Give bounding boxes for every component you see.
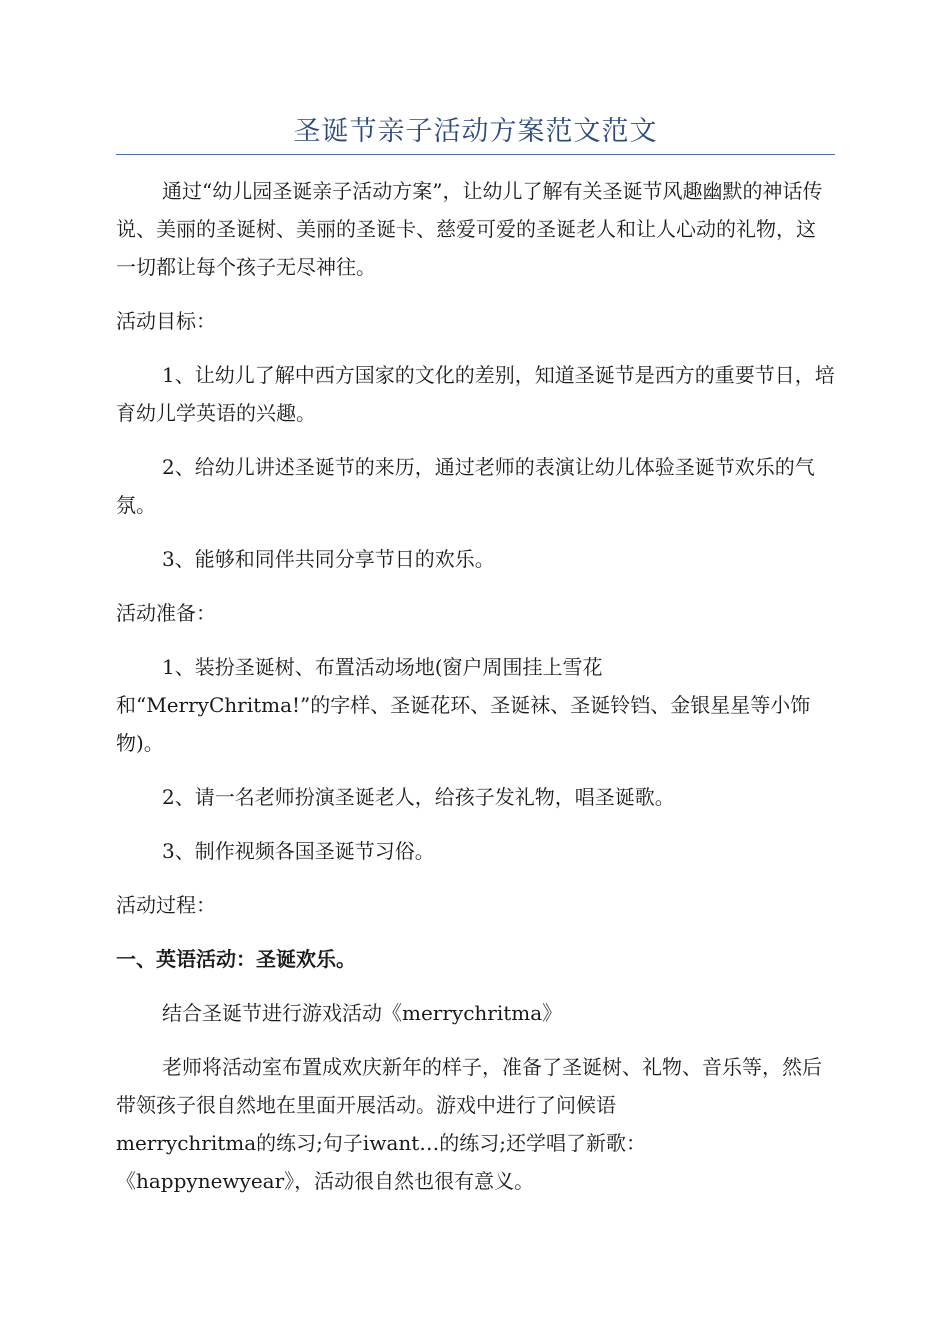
goal-item-3: 3、能够和同伴共同分享节日的欢乐。: [162, 547, 495, 571]
section-1-paragraph: [116, 1048, 835, 1200]
section-1-heading: 一、英语活动：圣诞欢乐。: [116, 947, 356, 971]
goal-item-2: 2、给幼儿讲述圣诞节的来历，通过老师的表演让幼儿体验圣诞节欢乐的气氛。: [116, 455, 815, 517]
prep-item-1-line-1: 1、装扮圣诞树、布置活动场地(窗户周围挂上雪花: [162, 655, 603, 679]
section-1-paragraph-line-1: 老师将活动室布置成欢庆新年的样子，准备了圣诞树、礼物、音乐等，然后带领孩子很自然地在里面开展活动。游戏中进行了问候语: [116, 1055, 822, 1117]
title-underline: [116, 154, 835, 155]
prep-heading: 活动准备：: [116, 601, 216, 625]
document-body: [116, 172, 835, 1200]
section-1-intro: 结合圣诞节进行游戏活动《merrychritma》: [162, 1001, 563, 1025]
section-1-paragraph-line-3: 《happynewyear》，活动很自然也很有意义。: [116, 1169, 535, 1193]
goals-heading: 活动目标：: [116, 309, 216, 333]
prep-item-2: 2、请一名老师扮演圣诞老人，给孩子发礼物，唱圣诞歌。: [162, 785, 675, 809]
intro-paragraph: 通过“幼儿园圣诞亲子活动方案”，让幼儿了解有关圣诞节风趣幽默的神话传说、美丽的圣诞树、美丽的圣诞卡、慈爱可爱的圣诞老人和让人心动的礼物，这一切都让每个孩子无尽神往。: [116, 179, 823, 279]
prep-item-3: 3、制作视频各国圣诞节习俗。: [162, 839, 435, 863]
section-1-paragraph-line-2: merrychritma的练习;句子iwant…的练习;还学唱了新歌：: [116, 1131, 647, 1155]
prep-item-1: [116, 648, 835, 762]
document-title: 圣诞节亲子活动方案范文范文: [293, 116, 658, 147]
process-heading: 活动过程：: [116, 893, 216, 917]
prep-item-1-line-2: 和“MerryChritma!”的字样、圣诞花环、圣诞袜、圣诞铃铛、金银星星等小饰物)。: [116, 693, 811, 755]
goal-item-1: 1、让幼儿了解中西方国家的文化的差别，知道圣诞节是西方的重要节日，培育幼儿学英语的兴趣。: [116, 363, 835, 425]
